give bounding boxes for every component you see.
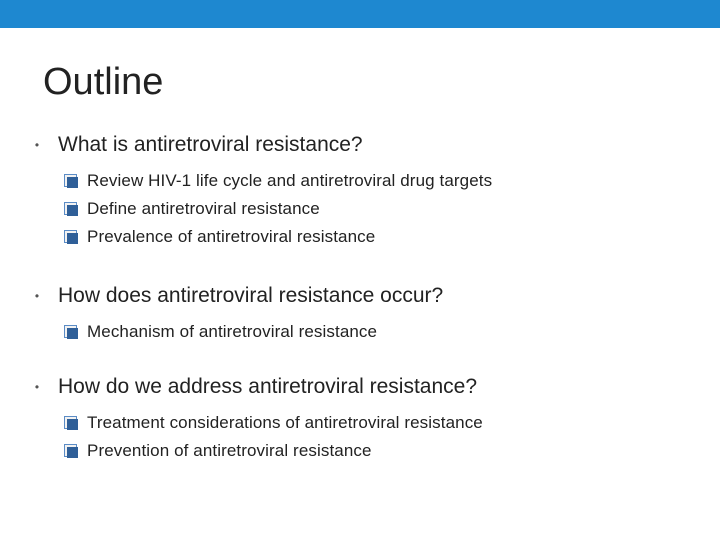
sub-item xyxy=(64,195,708,223)
sub-item-text: Prevalence of antiretroviral resistance xyxy=(87,227,376,246)
section-heading: What is antiretroviral resistance? xyxy=(58,133,363,156)
section-heading-row xyxy=(28,131,708,159)
checkbox-square-icon xyxy=(64,444,78,458)
sub-item xyxy=(64,167,708,195)
sub-item-list xyxy=(28,318,708,346)
sub-item-list xyxy=(28,167,708,251)
sub-item-text: Prevention of antiretroviral resistance xyxy=(87,441,372,460)
section-heading: How does antiretroviral resistance occur? xyxy=(58,284,444,307)
slide-title: Outline xyxy=(43,61,164,103)
outline-section xyxy=(28,373,708,465)
section-heading: How do we address antiretroviral resistance? xyxy=(58,375,478,398)
outline-section xyxy=(28,131,708,251)
sub-item xyxy=(64,223,708,251)
sub-item-text: Define antiretroviral resistance xyxy=(87,199,320,218)
checkbox-square-icon xyxy=(64,174,78,188)
bullet-dot-icon: • xyxy=(34,289,40,303)
outline-section xyxy=(28,282,708,346)
bullet-dot-icon: • xyxy=(34,138,40,152)
bullet-dot-icon: • xyxy=(34,380,40,394)
checkbox-square-icon xyxy=(64,325,78,339)
sub-item-text: Review HIV-1 life cycle and antiretroviral drug targets xyxy=(87,171,493,190)
section-heading-row xyxy=(28,282,708,310)
checkbox-square-icon xyxy=(64,416,78,430)
sub-item-text: Mechanism of antiretroviral resistance xyxy=(87,322,378,341)
checkbox-square-icon xyxy=(64,230,78,244)
section-heading-row xyxy=(28,373,708,401)
sub-item-list xyxy=(28,409,708,465)
sub-item xyxy=(64,409,708,437)
checkbox-square-icon xyxy=(64,202,78,216)
sub-item-text: Treatment considerations of antiretroviral resistance xyxy=(87,413,483,432)
sub-item xyxy=(64,437,708,465)
sub-item xyxy=(64,318,708,346)
header-bar xyxy=(0,0,720,28)
